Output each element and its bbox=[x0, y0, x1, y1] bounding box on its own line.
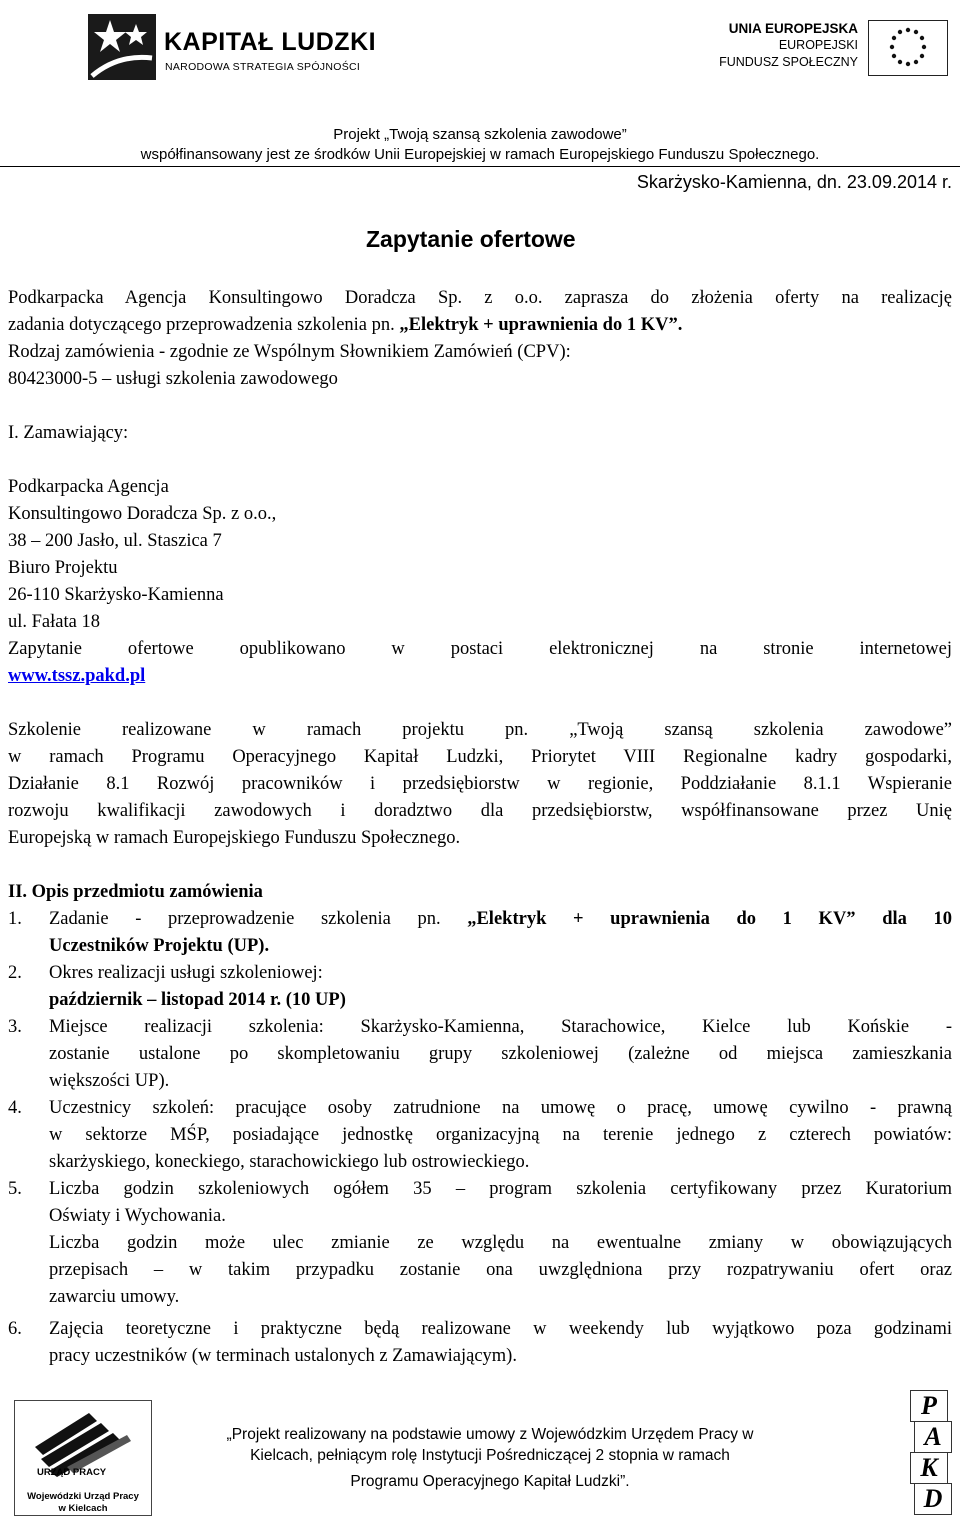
intro-line2 bbox=[8, 312, 952, 339]
footer-text bbox=[180, 1424, 800, 1492]
kapital-ludzki-logo bbox=[88, 14, 378, 86]
list-item-number: 2. bbox=[8, 963, 22, 983]
list-item-line: Okres realizacji usługi szkoleniowej: bbox=[49, 963, 323, 983]
list-item-6 bbox=[8, 1316, 952, 1370]
section2-heading bbox=[8, 879, 952, 906]
section2-heading-text: II. Opis przedmiotu zamówienia bbox=[8, 882, 263, 902]
list-item-1 bbox=[8, 906, 952, 960]
kapital-ludzki-title: KAPITAŁ LUDZKI bbox=[164, 28, 377, 56]
list-item-line: Liczba godzin może ulec zmianie ze względu na ewentualne zmiany w obowiązujących bbox=[49, 1233, 952, 1253]
list-item-line: Miejsce realizacji szkolenia: Skarżysko-Kamienna, Starachowice, Kielce lub Końskie - bbox=[49, 1017, 952, 1037]
list-item-line: Zadanie - przeprowadzenie szkolenia pn. „Elektryk + uprawnienia do 1 KV” dla 10 bbox=[49, 909, 952, 929]
footer-line: „Projekt realizowany na podstawie umowy z Wojewódzkim Urzędem Pracy w bbox=[226, 1426, 754, 1443]
training-name: „Elektryk + uprawnienia do 1 KV”. bbox=[399, 315, 683, 335]
contact-line: 38 – 200 Jasło, ul. Staszica 7 bbox=[8, 531, 222, 551]
list-item-line: zawarciu umowy. bbox=[49, 1287, 180, 1307]
project-info-line: Europejską w ramach Europejskiego Funduszu Społecznego. bbox=[8, 828, 461, 848]
wup-logo-label: URZĄD PRACY bbox=[37, 1467, 107, 1478]
kapital-ludzki-emblem-icon bbox=[88, 14, 156, 80]
list-item-line: Zajęcia teoretyczne i praktyczne będą realizowane w weekendy lub wyjątkowo poza godzinami bbox=[49, 1319, 952, 1339]
website-line bbox=[8, 663, 952, 690]
footer-line: Kielcach, pełniącym rolę Instytucji Pośredniczącej 2 stopnia w ramach bbox=[250, 1447, 730, 1464]
eu-logo bbox=[706, 14, 952, 84]
published-text: Zapytanie ofertowe opublikowano w postaci elektronicznej na stronie internetowej bbox=[8, 639, 952, 659]
list-item-number: 4. bbox=[8, 1098, 22, 1118]
list-item-line: Liczba godzin szkoleniowych ogółem 35 – program szkolenia certyfikowany przez Kuratorium bbox=[49, 1179, 952, 1199]
pakd-letter-k: K bbox=[910, 1452, 948, 1484]
contact-line: Konsultingowo Doradcza Sp. z o.o., bbox=[8, 504, 277, 524]
list-item-number: 6. bbox=[8, 1319, 22, 1339]
list-item-number: 5. bbox=[8, 1179, 22, 1199]
training-name-bold: „Elektryk + uprawnienia do 1 KV” dla 10 bbox=[467, 909, 952, 929]
eu-logo-line1: UNIA EUROPEJSKA bbox=[728, 21, 858, 36]
contact-line: Podkarpacka Agencja bbox=[8, 477, 169, 497]
wup-logo bbox=[14, 1400, 152, 1516]
list-item-number: 3. bbox=[8, 1017, 22, 1037]
eu-logo-line2: EUROPEJSKI bbox=[778, 38, 858, 52]
list-item-line: październik – listopad 2014 r. (10 UP) bbox=[49, 990, 346, 1010]
contact-line: Biuro Projektu bbox=[8, 558, 118, 578]
list-item-line: w sektorze MŚP, posiadające jednostkę organizacyjną na terenie jednego z czterech powiatów: bbox=[49, 1125, 952, 1145]
project-info-line: w ramach Programu Operacyjnego Kapitał Ludzki, Priorytet VIII Regionalne kadry gospodarki, bbox=[8, 747, 952, 767]
list-item-line: Oświaty i Wychowania. bbox=[49, 1206, 226, 1226]
list-item-line: Uczestnicy szkoleń: pracujące osoby zatrudnione na umowę o pracę, umowę cywilno - prawną bbox=[49, 1098, 952, 1118]
list-item-line: Uczestników Projektu (UP). bbox=[49, 936, 270, 956]
wup-logo-caption1: Wojewódzki Urząd Pracy bbox=[27, 1491, 139, 1502]
list-item-2 bbox=[8, 960, 952, 1014]
kapital-ludzki-subtitle: NARODOWA STRATEGIA SPÓJNOŚCI bbox=[165, 61, 361, 73]
contact-line: 26-110 Skarżysko-Kamienna bbox=[8, 585, 224, 605]
list-item-line: pracy uczestników (w terminach ustalonych z Zamawiającym). bbox=[49, 1346, 517, 1366]
intro-line2-text: zadania dotyczącego przeprowadzenia szkolenia pn. bbox=[8, 315, 400, 335]
intro-line4: 80423000-5 – usługi szkolenia zawodowego bbox=[8, 369, 338, 389]
list-item-line: przepisach – w takim przypadku zostanie ona uwzględniona przy rozpatrywaniu ofert oraz bbox=[49, 1260, 952, 1280]
project-info-line: Szkolenie realizowane w ramach projektu pn. „Twoją szansą szkolenia zawodowe” bbox=[8, 720, 952, 740]
project-info-line: rozwoju kwalifikacji zawodowych i doradztwo dla przedsiębiorstw, współfinansowane przez Unię bbox=[8, 801, 952, 821]
website-link[interactable]: www.tssz.pakd.pl bbox=[8, 666, 146, 686]
intro-line1: Podkarpacka Agencja Konsultingowo Doradcza Sp. z o.o. zaprasza do złożenia oferty na realizację bbox=[8, 288, 952, 308]
pakd-logo bbox=[904, 1390, 954, 1514]
project-info-line: Działanie 8.1 Rozwój pracowników i przedsiębiorstw w regionie, Poddziałanie 8.1.1 Wspieranie bbox=[8, 774, 952, 794]
list-item-line: skarżyskiego, koneckiego, starachowickiego lub ostrowieckiego. bbox=[49, 1152, 530, 1172]
list-item-number: 1. bbox=[8, 909, 22, 929]
wup-logo-caption2: w Kielcach bbox=[58, 1503, 108, 1514]
date-place: Skarżysko-Kamienna, dn. 23.09.2014 r. bbox=[636, 172, 952, 192]
list-item-5 bbox=[8, 1176, 952, 1311]
project-header-line2: współfinansowany jest ze środków Unii Europejskiej w ramach Europejskiego Funduszu Społecznego. bbox=[140, 146, 820, 163]
footer-line: Programu Operacyjnego Kapitał Ludzki”. bbox=[350, 1473, 630, 1490]
pakd-letter-d: D bbox=[914, 1483, 952, 1515]
contact-line: ul. Fałata 18 bbox=[8, 612, 100, 632]
eu-logo-line3: FUNDUSZ SPOŁECZNY bbox=[719, 55, 858, 69]
list-item-3 bbox=[8, 1014, 952, 1095]
header-divider bbox=[0, 166, 960, 167]
list-item-4 bbox=[8, 1095, 952, 1176]
project-header-line1: Projekt „Twoją szansą szkolenia zawodowe” bbox=[333, 126, 627, 143]
page-title: Zapytanie ofertowe bbox=[366, 226, 576, 252]
pakd-letter-p: P bbox=[910, 1390, 948, 1422]
intro-line3: Rodzaj zamówienia - zgodnie ze Wspólnym Słownikiem Zamówień (CPV): bbox=[8, 342, 571, 362]
eu-flag-icon bbox=[868, 20, 948, 76]
section1-heading: I. Zamawiający: bbox=[8, 423, 129, 443]
list-item-line: zostanie ustalone po skompletowaniu grupy szkoleniowej (zależne od miejsca zamieszkania bbox=[49, 1044, 952, 1064]
list-item-line: większości UP). bbox=[49, 1071, 170, 1091]
pakd-letter-a: A bbox=[914, 1421, 952, 1453]
